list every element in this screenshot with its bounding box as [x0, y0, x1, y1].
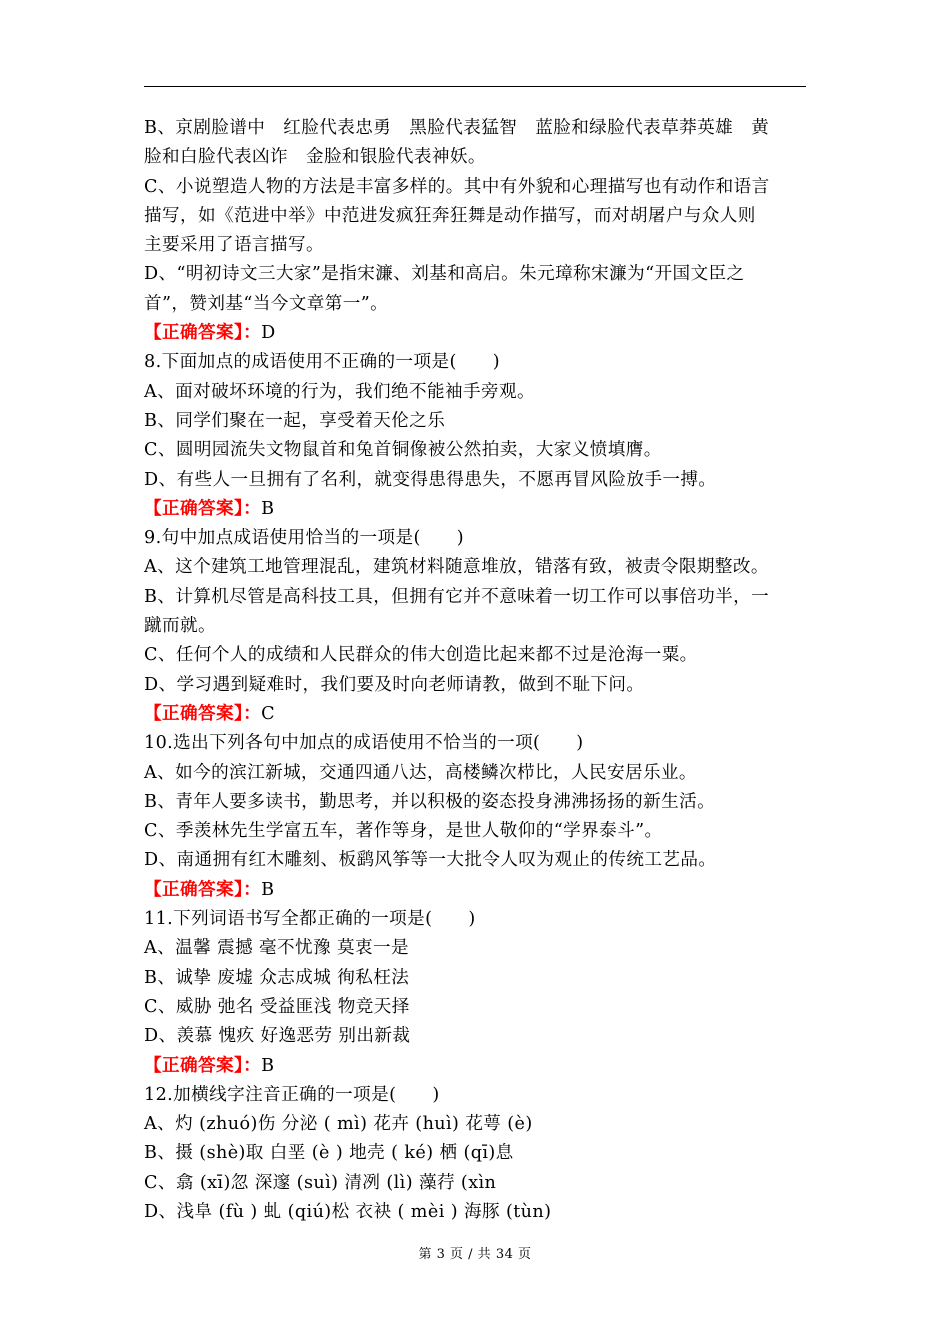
text-line: A、面对破坏环境的行为，我们绝不能袖手旁观。 — [144, 381, 535, 402]
answer-label: 【正确答案】： — [144, 703, 262, 724]
answer-label: 【正确答案】： — [144, 879, 262, 900]
text-line: A、灼 (zhuó)伤 分泌 ( mì) 花卉 (huì) 花萼 (è) — [144, 1114, 533, 1135]
answer-value: B — [261, 498, 275, 519]
text-line: C、季羡林先生学富五车，著作等身，是世人敬仰的“学界泰斗”。 — [144, 821, 663, 842]
text-line: B、摄 (shè)取 白垩 (è ) 地壳 ( ké) 栖 (qī)息 — [144, 1143, 514, 1164]
text-line: 首”，赞刘基“当今文章第一”。 — [144, 293, 389, 314]
text-line: B、青年人要多读书，勤思考，并以积极的姿态投身沸沸扬扬的新生活。 — [144, 791, 716, 812]
answer-label: 【正确答案】： — [144, 323, 262, 344]
text-line: C、任何个人的成绩和人民群众的伟大创造比起来都不过是沧海一粟。 — [144, 645, 698, 666]
text-line: 11.下列词语书写全都正确的一项是( ) — [144, 909, 476, 930]
answer-label: 【正确答案】： — [144, 1055, 262, 1076]
text-line: B、计算机尽管是高科技工具，但拥有它并不意味着一切工作可以事倍功半，一 — [144, 586, 770, 607]
answer-label: 【正确答案】： — [144, 498, 262, 519]
text-line: D、学习遇到疑难时，我们要及时向老师请教，做到不耻下问。 — [144, 674, 645, 695]
text-line: B、京剧脸谱中 红脸代表忠勇 黑脸代表猛智 蓝脸和绿脸代表草莽英雄 黄 — [144, 118, 770, 138]
text-line: C、威胁 弛名 受益匪浅 物竞天择 — [144, 996, 410, 1017]
text-line: 主要采用了语言描写。 — [144, 235, 324, 256]
page-footer: 第 3 页 / 共 34 页 — [418, 1247, 532, 1262]
text-line: 蹴而就。 — [144, 616, 216, 637]
answer-line — [144, 876, 808, 905]
answer-value: B — [261, 1055, 275, 1076]
answer-value: B — [261, 879, 275, 900]
document-body — [144, 114, 808, 1227]
answer-line — [144, 319, 808, 348]
text-line: C、圆明园流失文物鼠首和兔首铜像被公然拍卖，大家义愤填膺。 — [144, 440, 662, 461]
header-rule — [144, 86, 806, 87]
text-line: C、小说塑造人物的方法是丰富多样的。其中有外貌和心理描写也有动作和语言 — [144, 176, 770, 197]
text-line: D、浅阜 (fù ) 虬 (qiú)松 衣袂 ( mèi ) 海豚 (tùn) — [144, 1201, 552, 1222]
text-line: 8.下面加点的成语使用不正确的一项是( ) — [144, 352, 501, 373]
answer-line — [144, 700, 808, 729]
answer-line — [144, 495, 808, 524]
text-line: 9.句中加点成语使用恰当的一项是( ) — [144, 528, 465, 549]
text-line: A、温馨 震撼 毫不忧豫 莫衷一是 — [144, 938, 410, 959]
text-line: A、这个建筑工地管理混乱，建筑材料随意堆放，错落有致，被责令限期整改。 — [144, 557, 769, 578]
text-line: B、诚挚 废墟 众志成城 徇私枉法 — [144, 967, 410, 988]
answer-value: C — [261, 703, 276, 724]
text-line: D、“明初诗文三大家”是指宋濂、刘基和高启。朱元璋称宋濂为“开国文臣之 — [144, 264, 745, 285]
text-line: 脸和白脸代表凶诈 金脸和银脸代表神妖。 — [144, 147, 486, 168]
text-line: 10.选出下列各句中加点的成语使用不恰当的一项( ) — [144, 733, 584, 754]
text-line: B、同学们聚在一起，享受着天伦之乐 — [144, 410, 446, 431]
answer-value: D — [261, 323, 276, 344]
answer-line — [144, 1052, 808, 1081]
text-line: 描写，如《范进中举》中范进发疯狂奔狂舞是动作描写，而对胡屠户与众人则 — [144, 205, 756, 226]
text-line: C、翕 (xī)忽 深邃 (suì) 清冽 (lì) 藻荇 (xìn — [144, 1172, 497, 1193]
text-line: 12.加横线字注音正确的一项是( ) — [144, 1084, 440, 1105]
text-line: D、有些人一旦拥有了名利，就变得患得患失，不愿再冒风险放手一搏。 — [144, 469, 717, 490]
text-line: D、羡慕 愧疚 好逸恶劳 别出新裁 — [144, 1026, 411, 1047]
text-line: A、如今的滨江新城，交通四通八达，高楼鳞次栉比，人民安居乐业。 — [144, 762, 697, 783]
text-line: D、南通拥有红木雕刻、板鹞风筝等一大批令人叹为观止的传统工艺品。 — [144, 850, 717, 871]
